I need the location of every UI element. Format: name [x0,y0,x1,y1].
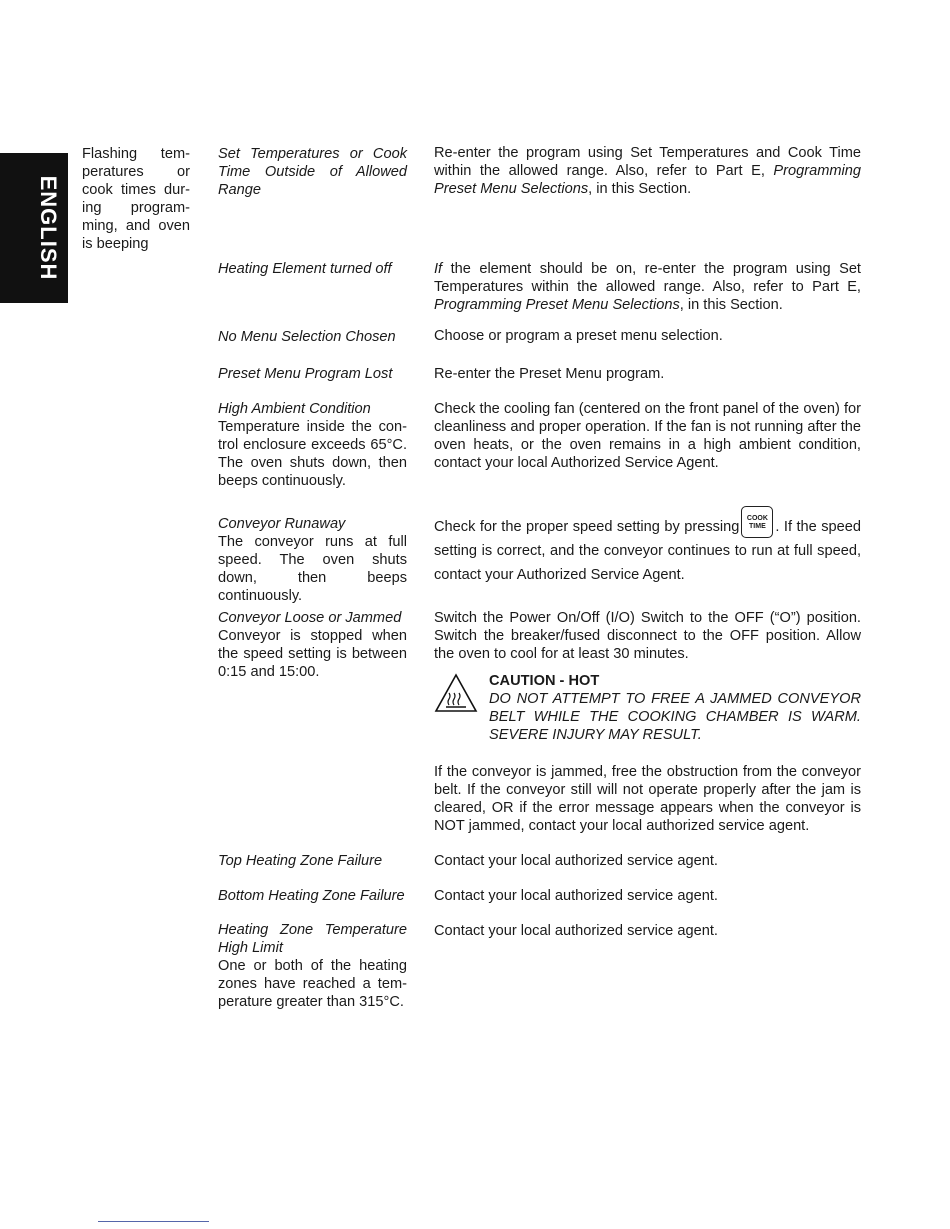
cause-detail: One or both of the heating zones have reached a tem-perature greater than 315°C. [218,958,407,1010]
remedy-conveyor-jammed: Switch the Power On/Off (I/O) Switch to the OFF (“O”) position. Switch the breaker/fused disconnect to the OFF position. Allow the oven to cool for at least 30 minutes. [434,610,861,662]
cause-zone-high-limit [218,921,407,1011]
cook-time-key-icon [741,506,773,538]
cause-title: High Ambient Condition [218,401,371,417]
remedy-no-menu-selection: Choose or program a preset menu selection. [434,328,723,344]
symptom-line: peratures or [82,164,190,180]
symptom-line: Flashing tem- [82,146,190,162]
remedy-preset-menu-lost: Re-enter the Preset Menu program. [434,366,665,382]
remedy-bottom-zone-failure: Contact your local authorized service agent. [434,888,718,904]
cause-top-zone-failure: Top Heating Zone Failure [218,853,383,869]
remedy-if: If [434,261,443,277]
caution-text: DO NOT ATTEMPT TO FREE A JAMMED CONVEYOR BELT WHILE THE COOKING CHAMBER IS WARM. SEVERE INJURY MAY RESULT. [489,691,861,743]
cause-detail: Temperature inside the con-trol enclosure exceeds 65°C. The oven shuts down, then beeps continuously. [218,419,407,489]
footer-rule [98,1221,209,1222]
cause-detail: Conveyor is stopped when the speed setting is between 0:15 and 15:00. [218,628,407,680]
remedy-text: Re-enter the program using Set Temperatures and Cook Time within the allowed range. Also, refer to Part E, [434,145,861,179]
cause-bottom-zone-failure: Bottom Heating Zone Failure [218,888,405,904]
remedy-top-zone-failure: Contact your local authorized service agent. [434,853,718,869]
remedy-high-ambient: Check the cooling fan (centered on the front panel of the oven) for cleanliness and proper operation. If the fan is not running after the oven heats, or the oven remains in a high ambient condition, contact your local Authorized Service Agent. [434,401,861,471]
remedy-zone-high-limit: Contact your local authorized service agent. [434,923,718,939]
language-tab-label: ENGLISH [36,175,61,281]
symptom-line: is beeping [82,236,149,252]
remedy-text: Check for the proper speed setting by pressing [434,519,740,535]
cause-preset-menu-lost: Preset Menu Program Lost [218,366,393,382]
symptom-line: ming, and oven [82,218,190,234]
cause-set-temperatures: Set Temperatures or Cook Time Outside of Allowed Range [218,146,407,198]
cause-high-ambient [218,400,407,490]
remedy-text: , in this Section. [679,297,783,313]
cause-title: Conveyor Loose or Jammed [218,610,402,626]
remedy-reference: Programming Preset Menu Selections [434,297,680,313]
remedy-text: , in this Section. [588,181,692,197]
symptom-line: ing program- [82,200,190,216]
cause-conveyor-runaway [218,515,407,605]
hot-surface-warning-icon [434,673,478,713]
cause-heating-element-off: Heating Element turned off [218,261,392,277]
remedy-conveyor-runaway [434,515,861,587]
caution-title: CAUTION - HOT [489,673,600,689]
cause-title: Conveyor Runaway [218,516,346,532]
remedy-conveyor-jammed-2: If the conveyor is jammed, free the obstruction from the conveyor belt. If the conveyor still will not operate properly after the jam is cleared, OR if the error message appears when the conveyor is NOT jammed, contact your local authorized service agent. [434,764,861,834]
cause-title: Heating Zone Temperature High Limit [218,922,407,956]
remedy-text: . If the speed setting is correct, and the conveyor continues to run at full speed, contact your Authorized Service Agent. [434,519,861,584]
cause-no-menu-selection: No Menu Selection Chosen [218,329,396,345]
remedy-set-temperatures [434,144,861,198]
symptom-text [82,145,190,253]
remedy-reference: Programming Preset Menu Selections [434,163,861,197]
caution-block [489,672,861,744]
symptom-line: cook times dur- [82,182,190,198]
cause-conveyor-jammed [218,609,407,681]
cause-detail: The conveyor runs at full speed. The oven shuts down, then beeps continuously. [218,534,407,604]
cook-time-key-line2: TIME [749,523,766,531]
remedy-text: the element should be on, re-enter the program using Set Temperatures within the allowed range. Also, refer to Part E, [434,261,861,295]
cook-time-key-line1: COOK [746,515,768,523]
remedy-heating-element-off [434,260,861,314]
